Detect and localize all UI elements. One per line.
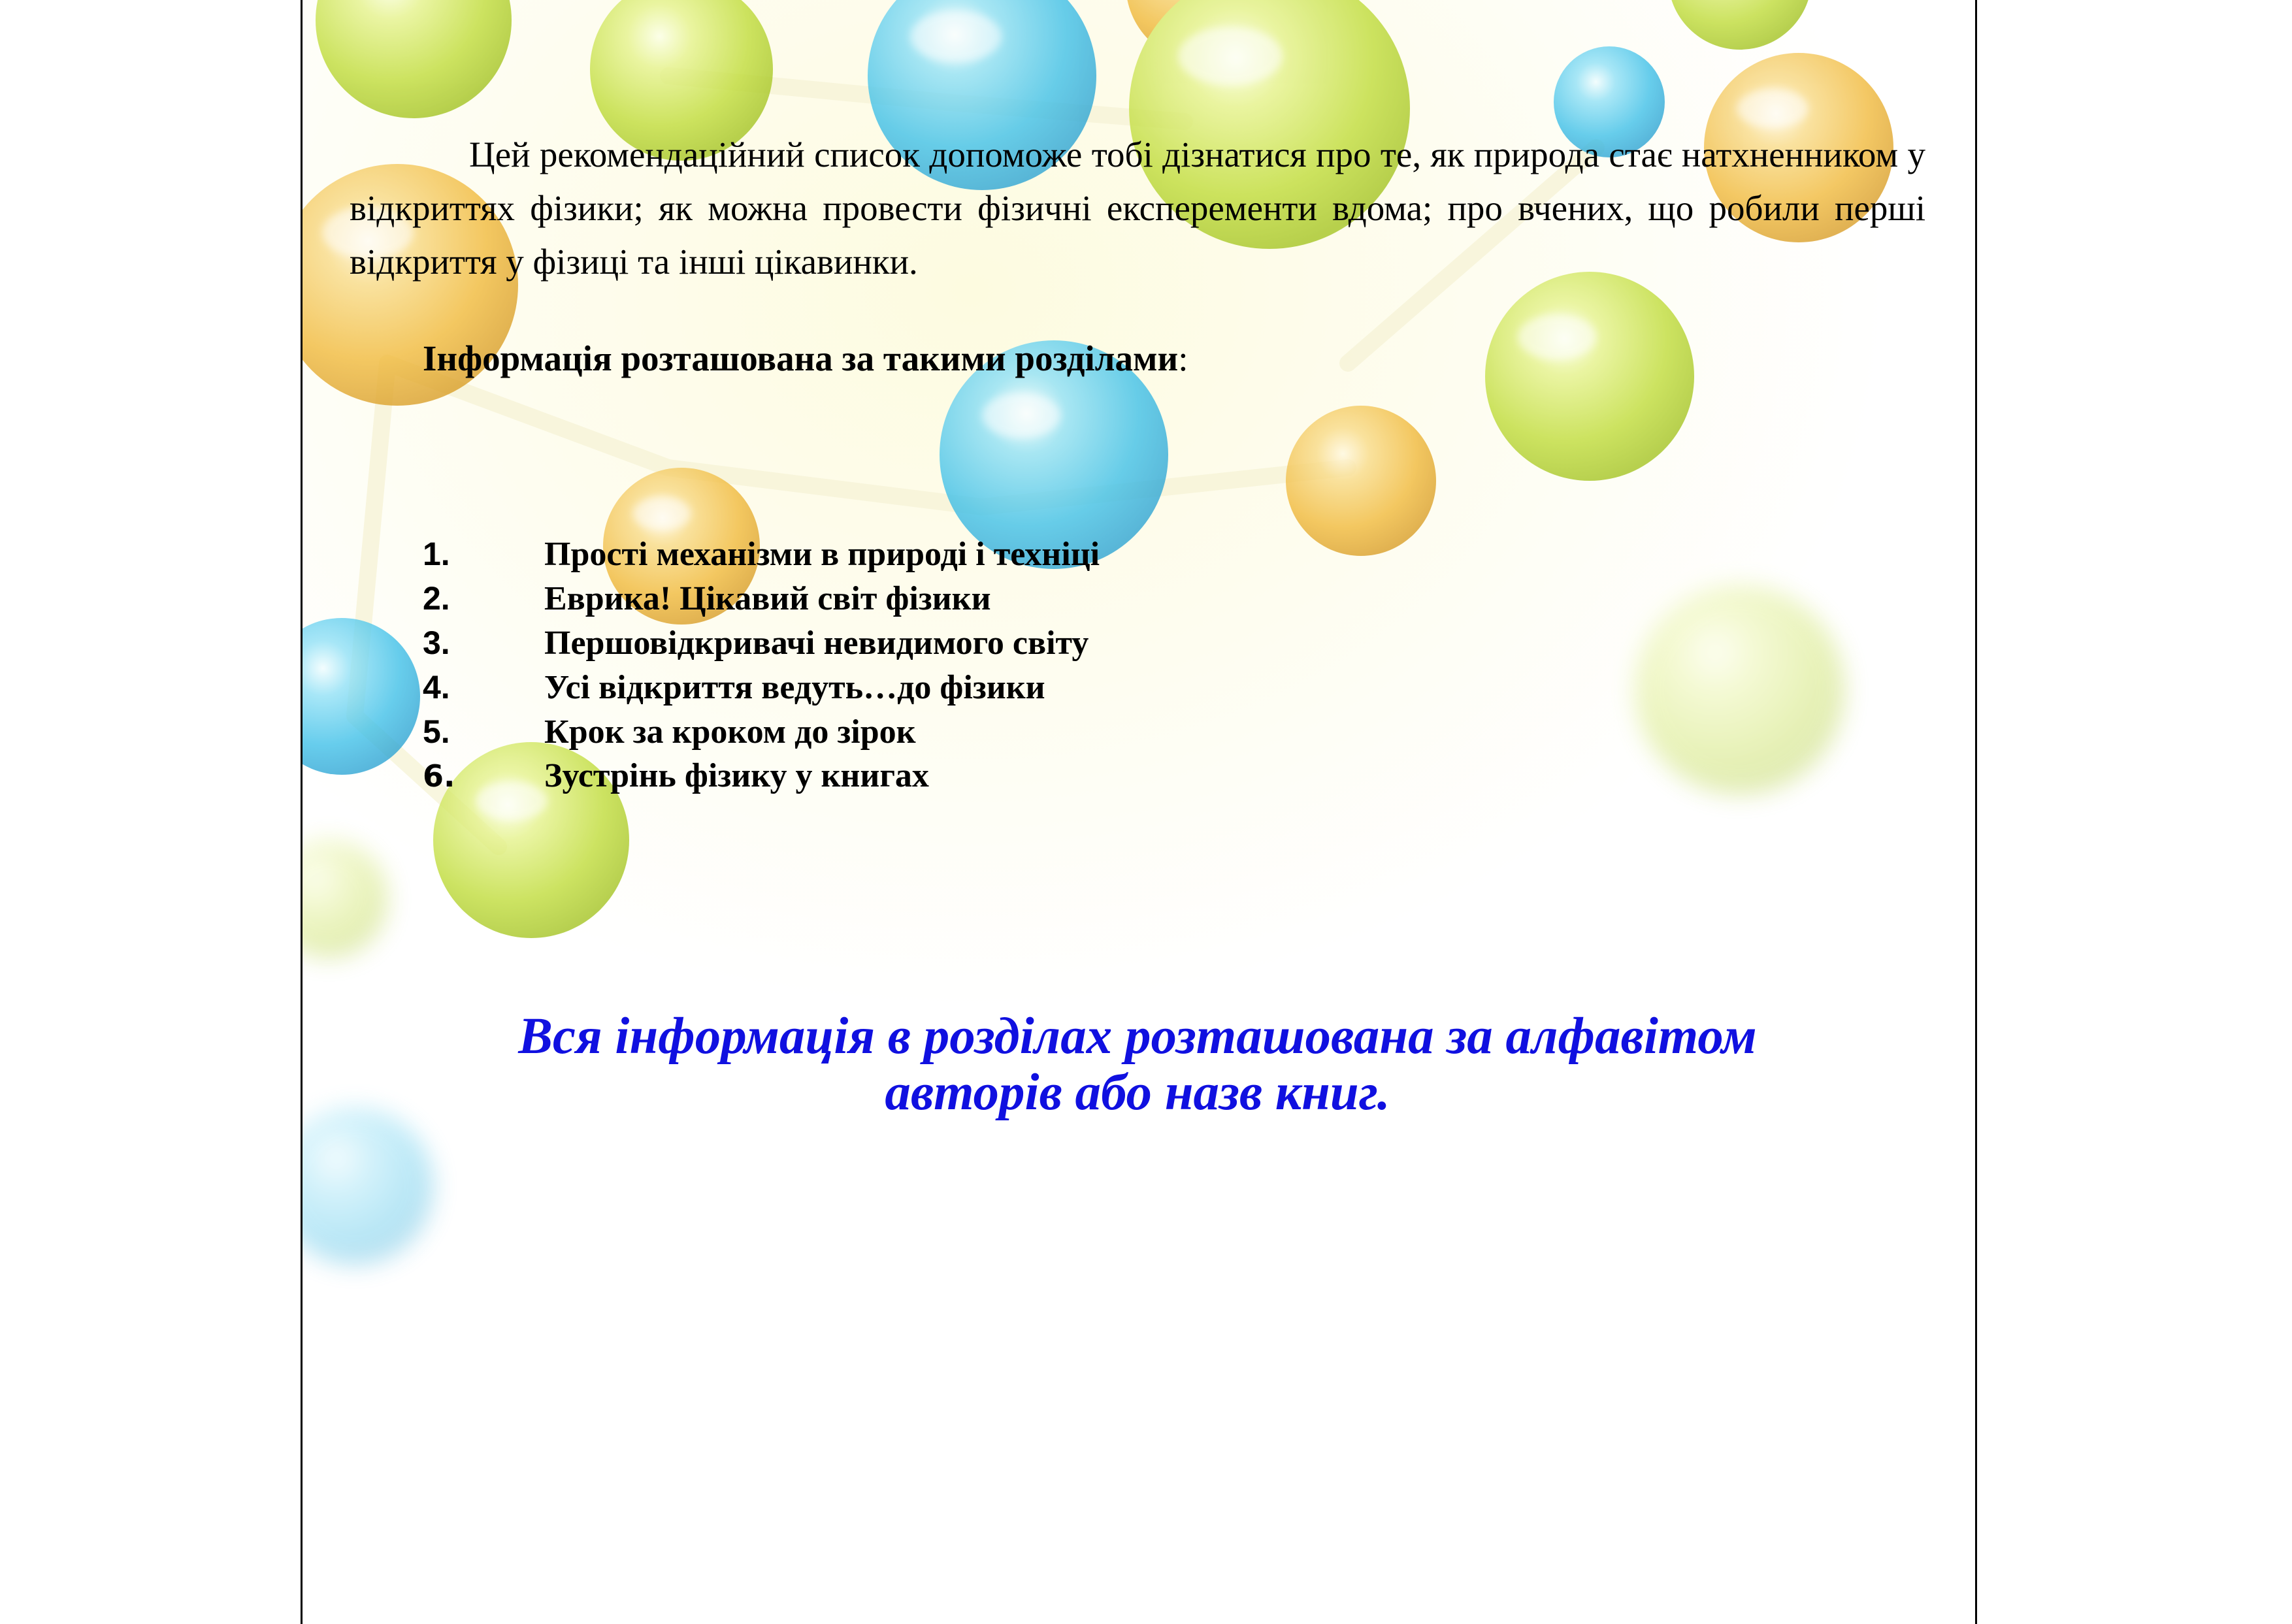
sections-heading-text: Інформація розташована за такими розділами (423, 338, 1179, 378)
section-list (423, 532, 1100, 798)
section-title: Першовідкривачі невидимого світу (544, 625, 1089, 662)
note-line-2: авторів або назв книг. (885, 1064, 1390, 1121)
section-title: Прості механізми в природі і техніці (544, 536, 1100, 573)
sections-heading-colon: : (1178, 338, 1188, 378)
page-frame (301, 0, 1977, 1624)
section-number: 5. (423, 713, 450, 750)
section-number: 6. (423, 758, 455, 794)
section-title: Крок за кроком до зірок (544, 713, 916, 751)
sections-heading (423, 332, 1188, 385)
section-item (423, 665, 1100, 709)
intro-paragraph: Цей рекомендаційний список допоможе тобі дізнатися про те, як природа стає натхненником у відкриттях фізики; як можна провести фізичні експеременти вдома; про вчених, що робили перші відкриття у фізиці та інші цікавинки. (350, 135, 1925, 282)
note-line-1: Вся інформація в розділах розташована за алфавітом (518, 1008, 1757, 1065)
section-number: 1. (423, 536, 450, 572)
section-item (423, 754, 1100, 798)
section-item (423, 532, 1100, 576)
section-item (423, 621, 1100, 665)
section-number: 4. (423, 669, 450, 706)
section-item (423, 576, 1100, 621)
section-item (423, 709, 1100, 754)
document-content (303, 0, 1977, 1624)
alphabetical-order-note (350, 1009, 1925, 1121)
section-title: Усі відкриття ведуть…до фізики (544, 669, 1045, 706)
section-number: 2. (423, 580, 450, 617)
section-number: 3. (423, 625, 450, 661)
section-title: Еврика! Цікавий світ фізики (544, 580, 991, 617)
section-title: Зустрінь фізику у книгах (544, 757, 929, 794)
